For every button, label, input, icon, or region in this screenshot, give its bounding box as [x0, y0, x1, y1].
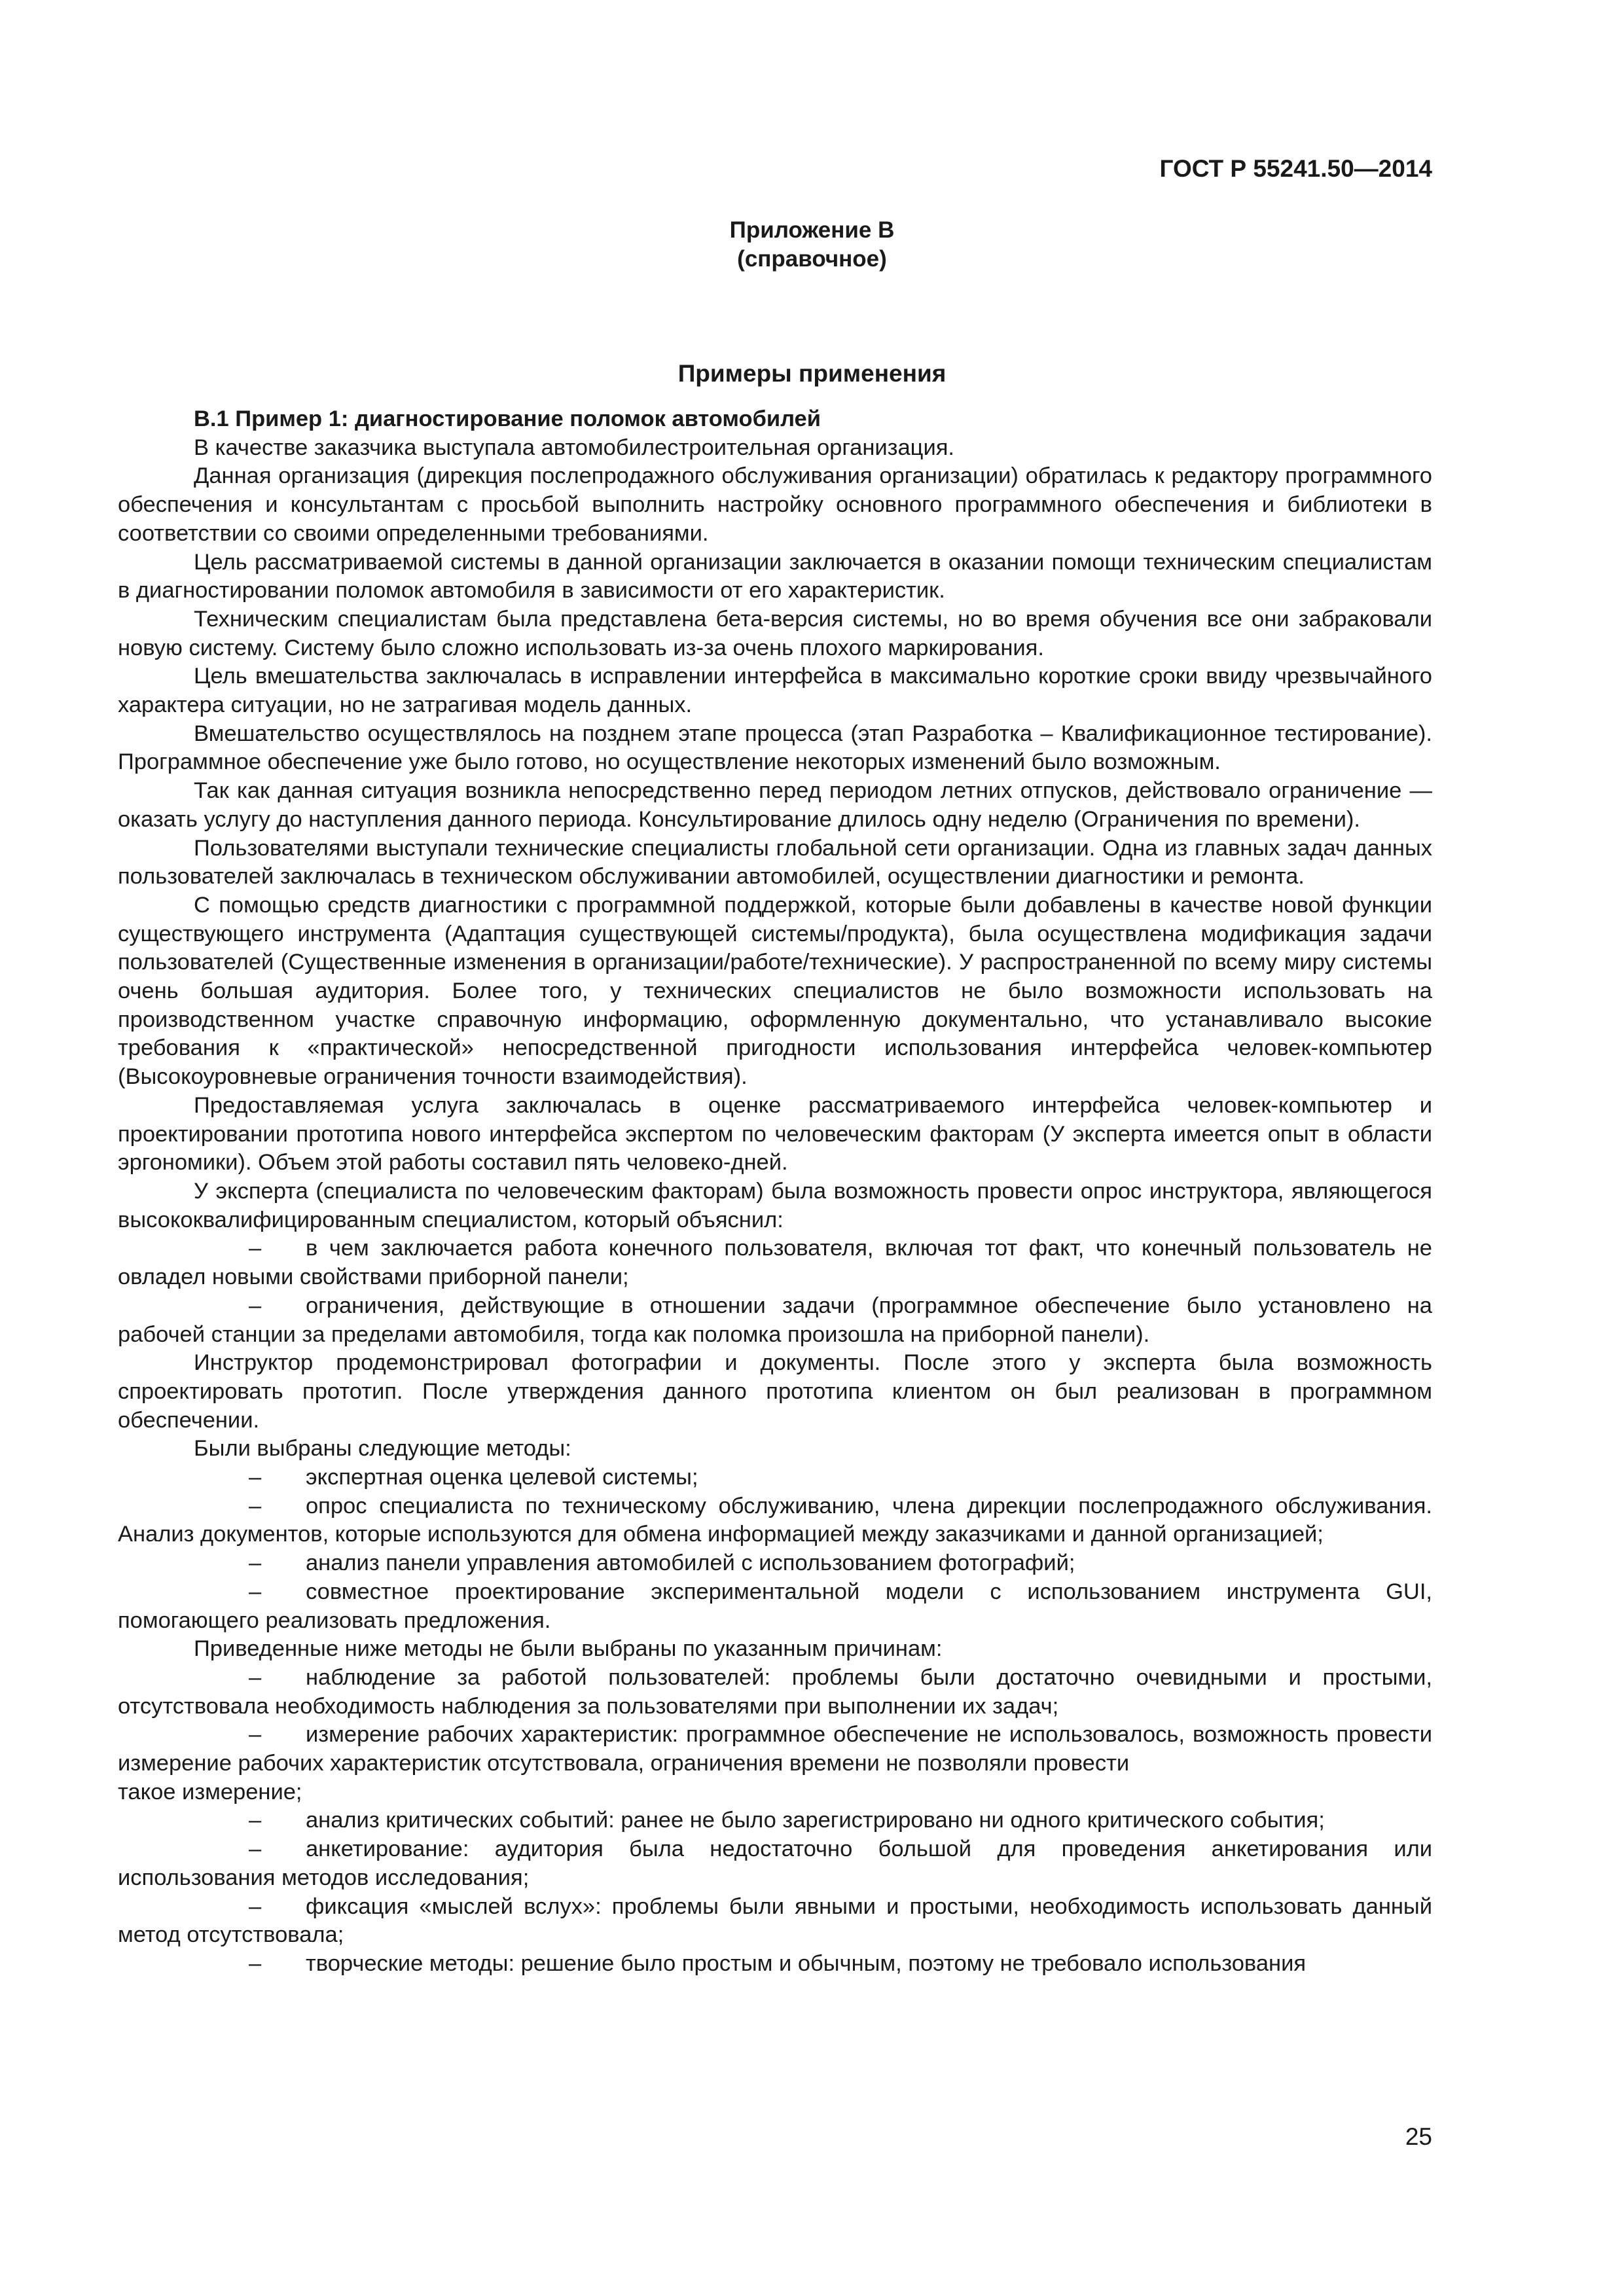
paragraph: Цель рассматриваемой системы в данной организации заключается в оказании помощи техническим специалистам в диагностировании поломок автомобиля в зависимости от его характеристик.	[118, 549, 1432, 603]
paragraph: С помощью средств диагностики с программной поддержкой, которые были добавлены в качестве новой функции существующего инструмента (Адаптация существующей системы/продукта), была осуществлена модификация задачи пользователей (Существенные изменения в организации/работе/технические). У распространенной по всему миру системы очень большая аудитория. Более того, у технических специалистов не было возможности использовать на производственном участке справочную информацию, оформленную документально, что устанавливало высокие требования к «практической» непосредственной пригодности использования интерфейса человек-компьютер (Высокоуровневые ограничения точности взаимодействия).	[118, 892, 1432, 1090]
dash-bullet: –	[249, 1893, 262, 1919]
list-item-text: фиксация «мыслей вслух»: проблемы были явными и простыми, необходимость использовать данный метод отсутствовала;	[118, 1893, 1432, 1948]
list-item-text: творческие методы: решение было простым и обычным, поэтому не требовало использования	[306, 1950, 1307, 1976]
dash-bullet: –	[249, 1950, 262, 1976]
paragraph: Вмешательство осуществлялось на позднем этапе процесса (этап Разработка – Квалификационное тестирование). Программное обеспечение уже было готово, но осуществление некоторых изменений было возможным.	[118, 721, 1432, 775]
page-number: 25	[1405, 2123, 1432, 2150]
dash-bullet: –	[249, 1465, 262, 1490]
list-item	[118, 1893, 1432, 1950]
dash-bullet: –	[249, 1493, 262, 1518]
paragraph: Техническим специалистам была представлена бета-версия системы, но во время обучения все они забраковали новую систему. Систему было сложно использовать из-за очень плохого маркирования.	[118, 606, 1432, 660]
appendix-type: (справочное)	[737, 246, 887, 272]
paragraph: Были выбраны следующие методы:	[194, 1436, 571, 1462]
paragraph: В качестве заказчика выступала автомобилестроительная организация.	[194, 435, 954, 460]
subsection-title: В.1 Пример 1: диагностирование поломок автомобилей	[194, 406, 821, 431]
appendix-heading	[0, 216, 1624, 274]
appendix-title: Приложение В	[729, 217, 895, 243]
list-item-text: анализ панели управления автомобилей с использованием фотографий;	[306, 1551, 1075, 1576]
list-item-text: анкетирование: аудитория была недостаточно большой для проведения анкетирования или использования методов исследования;	[118, 1837, 1432, 1890]
list-item-text: совместное проектирование экспериментальной модели с использованием инструмента GUI, помогающего реализовать предложения.	[118, 1579, 1432, 1633]
list-item	[118, 1292, 1432, 1349]
list-item	[118, 1549, 1432, 1578]
list-item-text: опрос специалиста по техническому обслуживанию, члена дирекции послепродажного обслуживания. Анализ документов, которые используются для обмена информацией между заказчиками и данной организацией;	[118, 1493, 1432, 1547]
dash-bullet: –	[249, 1579, 262, 1604]
dash-bullet: –	[249, 1236, 262, 1261]
list-item	[118, 1950, 1432, 1979]
list-item	[118, 1721, 1432, 1778]
paragraph: Цель вмешательства заключалась в исправлении интерфейса в максимально короткие сроки ввиду чрезвычайного характера ситуации, но не затрагивая модель данных.	[118, 664, 1432, 718]
list-item-text: экспертная оценка целевой системы;	[306, 1465, 698, 1490]
paragraph: Пользователями выступали технические специалисты глобальной сети организации. Одна из главных задач данных пользователей заключалась в техническом обслуживании автомобилей, осуществлении диагностики и ремонта.	[118, 835, 1432, 889]
paragraph: Данная организация (дирекция послепродажного обслуживания организации) обратилась к редактору программного обеспечения и консультантам с просьбой выполнить настройку основного программного обеспечения и библиотеки в соответствии со своими определенными требованиями.	[118, 463, 1432, 546]
paragraph: Инструктор продемонстрировал фотографии и документы. После этого у эксперта была возможность спроектировать прототип. После утверждения данного прототипа клиентом он был реализован в программном обеспечении.	[118, 1350, 1432, 1433]
paragraph: Предоставляемая услуга заключалась в оценке рассматриваемого интерфейса человек-компьютер и проектировании прототипа нового интерфейса экспертом по человеческим факторам (У эксперта имеется опыт в области эргономики). Объем этой работы составил пять человеко-дней.	[118, 1092, 1432, 1175]
list-item	[118, 1806, 1432, 1835]
list-item	[118, 1664, 1432, 1721]
dash-bullet: –	[249, 1293, 262, 1318]
list-item	[118, 1463, 1432, 1492]
dash-bullet: –	[249, 1808, 262, 1833]
dash-bullet: –	[249, 1551, 262, 1576]
list-item-text: в чем заключается работа конечного пользователя, включая тот факт, что конечный пользователь не овладел новыми свойствами приборной панели;	[118, 1236, 1432, 1290]
paragraph: Так как данная ситуация возникла непосредственно перед периодом летних отпусков, действовало ограничение — оказать услугу до наступления данного периода. Консультирование длилось одну неделю (Ограничения по времени).	[118, 778, 1432, 832]
dash-bullet: –	[249, 1664, 262, 1690]
list-item	[118, 1492, 1432, 1549]
paragraph: Приведенные ниже методы не были выбраны по указанным причинам:	[194, 1636, 943, 1662]
document-body	[118, 405, 1432, 1979]
list-item	[118, 1835, 1432, 1892]
list-item-text: наблюдение за работой пользователей: проблемы были достаточно очевидными и простыми, отсутствовала необходимость наблюдения за пользователями при выполнении их задач;	[118, 1664, 1432, 1719]
list-item-text: измерение рабочих характеристик: программное обеспечение не использовалось, возможность провести измерение рабочих характеристик отсутствовала, ограничения времени не позволяли провести	[118, 1722, 1432, 1776]
list-item-continuation: такое измерение;	[118, 1779, 302, 1804]
list-item-text: анализ критических событий: ранее не было зарегистрировано ни одного критического события;	[306, 1808, 1325, 1833]
list-item	[118, 1578, 1432, 1635]
dash-bullet: –	[249, 1722, 262, 1748]
list-item	[118, 1234, 1432, 1291]
document-code: ГОСТ Р 55241.50—2014	[1159, 155, 1432, 182]
section-title: Примеры применения	[677, 360, 947, 387]
dash-bullet: –	[249, 1837, 262, 1862]
paragraph: У эксперта (специалиста по человеческим факторам) была возможность провести опрос инструктора, являющегося высококвалифицированным специалистом, который объяснил:	[118, 1178, 1432, 1232]
list-item-text: ограничения, действующие в отношении задачи (программное обеспечение было установлено на рабочей станции за пределами автомобиля, тогда как поломка произошла на приборной панели).	[118, 1293, 1432, 1347]
